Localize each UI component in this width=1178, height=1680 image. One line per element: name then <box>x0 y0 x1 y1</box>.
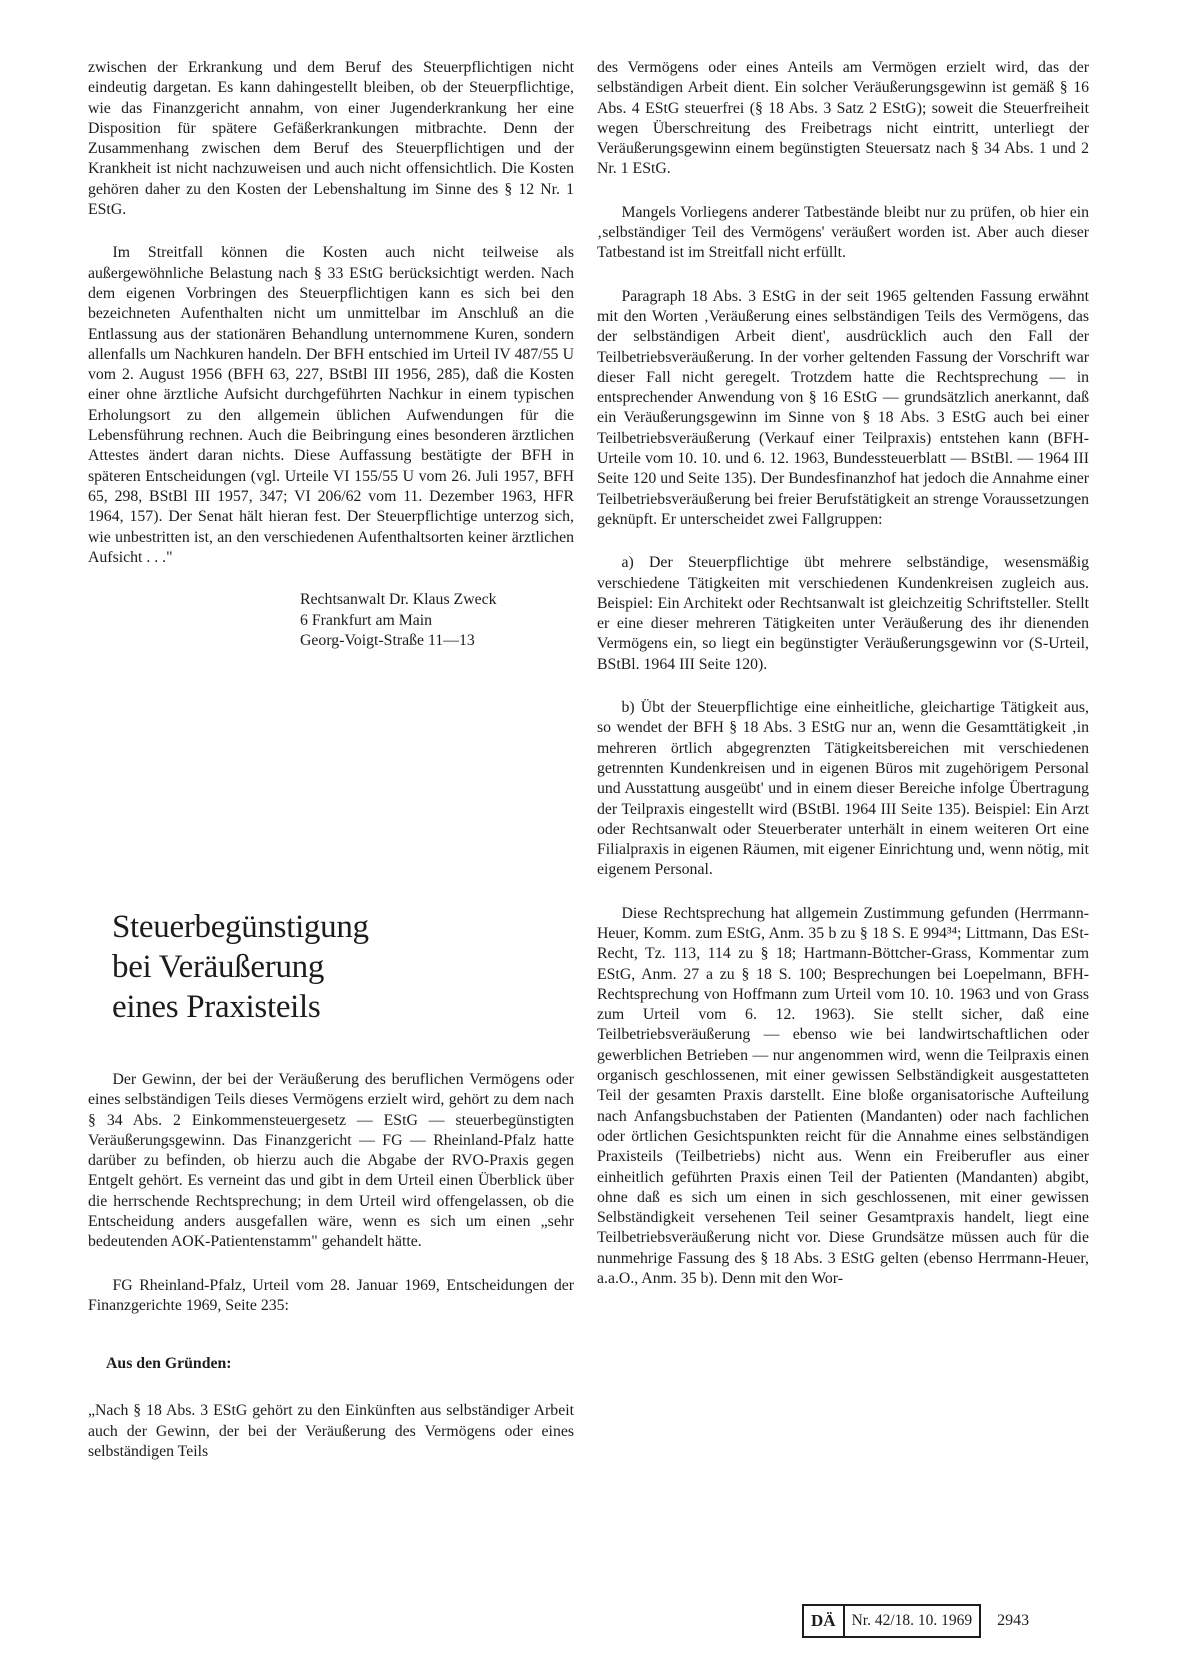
paragraph: b) Übt der Steuerpflichtige eine einheitliche, gleichartige Tätigkeit aus, so wendet der BFH § 18 Abs. 3 EStG nur an, wenn die Gesamttätigkeit ‚in mehreren örtlich abgegrenzten Tätigkeitsbereichen mit verschiedenen getrennten Kundenkreisen und in eigenen Büros mit zugehörigem Personal und Ausstattung ausgeübt' und in einem dieser Bereiche infolge Übertragung der Teilpraxis eingestellt wird (BStBl. 1964 III Seite 135). Beispiel: Ein Arzt oder Rechtsanwalt oder Steuerberater unterhält in einem weiteren Ort eine Filialpraxis in eigenen Räumen, mit eigener Einrichtung und, wenn nötig, mit eigenem Personal. <box>597 699 1089 879</box>
headline-line: Steuerbegünstigung <box>112 909 369 945</box>
issue-number: Nr. 42/18. 10. 1969 <box>851 1612 973 1629</box>
page-footer <box>802 1604 1029 1638</box>
paragraph: a) Der Steuerpflichtige übt mehrere selbständige, wesensmäßig verschiedene Tätigkeiten mit verschiedenen Kundenkreisen zugleich aus. Beispiel: Ein Architekt oder Rechtsanwalt ist gleichzeitig Schriftsteller. Stellt er eine dieser mehreren Tätigkeiten unter Veräußerung des ihr dienenden Vermögens ein, so liegt ein begünstigter Veräußerungsgewinn vor (S-Urteil, BStBl. 1964 III Seite 120). <box>597 554 1089 673</box>
headline-line: bei Veräußerung <box>112 949 325 985</box>
author-city: 6 Frankfurt am Main <box>300 611 433 629</box>
article-citation: FG Rheinland-Pfalz, Urteil vom 28. Januar 1969, Entscheidungen der Finanzgerichte 1969, Seite 235: <box>88 1276 574 1314</box>
left-column-top <box>88 58 574 652</box>
article-headline <box>112 907 572 1027</box>
paragraph: Im Streitfall können die Kosten auch nicht teilweise als außergewöhnliche Belastung nach § 33 EStG berücksichtigt werden. Nach dem eigenen Vorbringen des Steuerpflichtigen kann es sich bei den bezeichneten Aufenthalten nicht um unmittelbar im Anschluß an die Entlassung aus der stationären Behandlung unternommene Kuren, sondern allenfalls um Nachkuren handeln. Der BFH entschied im Urteil IV 487/55 U vom 2. August 1956 (BFH 63, 227, BStBl III 1956, 285), daß die Kosten einer ohne ärztliche Aufsicht durchgeführten Nachkur in einem typischen Erholungsort zu den allgemein üblichen Aufwendungen für die Lebensführung rechnen. Auch die Beibringung eines besonderen ärztlichen Attestes ändert daran nichts. Diese Auffassung bestätigte der BFH in späteren Entscheidungen (vgl. Urteile VI 155/55 U vom 26. Juli 1957, BFH 65, 298, BStBl III 1957, 347; VI 206/62 vom 11. Dezember 1963, HFR 1964, 157). Der Senat hält hieran fest. Der Steuerpflichtige unterzog sich, wie unbestritten ist, an den verschiedenen Aufenthaltsorten keiner ärztlichen Aufsicht . . ." <box>88 244 574 566</box>
journal-logo: DÄ <box>804 1606 845 1636</box>
author-name: Rechtsanwalt Dr. Klaus Zweck <box>300 591 497 609</box>
page-number: 2943 <box>997 1612 1030 1629</box>
paragraph: zwischen der Erkrankung und dem Beruf des Steuerpflichtigen nicht eindeutig dargetan. Es kann dahingestellt bleiben, ob der Steuerpflichtige, wie das Finanzgericht annahm, von einer Jugenderkrankung her eine Disposition für spätere Gefäßerkrankungen mitbrachte. Denn der Zusammenhang zwischen dem Beruf des Steuerpflichtigen und der Krankheit ist nicht nachzuweisen und auch nicht offensichtlich. Die Kosten gehören daher zu den Kosten der Lebenshaltung im Sinne des § 12 Nr. 1 EStG. <box>88 59 574 219</box>
headline-line: eines Praxisteils <box>112 989 321 1025</box>
quote-paragraph: „Nach § 18 Abs. 3 EStG gehört zu den Einkünften aus selbständiger Arbeit auch der Gewinn, der bei der Veräußerung des Vermögens oder eines selbständigen Teils <box>88 1402 574 1460</box>
paragraph: Paragraph 18 Abs. 3 EStG in der seit 1965 geltenden Fassung erwähnt mit den Worten ‚Veräußerung eines selbständigen Teils des Vermögens, das der selbständigen Arbeit dient', ausdrücklich auch den Fall der Teilbetriebsveräußerung. In der vorher geltenden Fassung der Vorschrift war dieser Fall nicht geregelt. Trotzdem hatte die Rechtsprechung — in entsprechender Anwendung von § 16 EStG — grundsätzlich anerkannt, daß ein Veräußerungsgewinn im Sinne von § 18 Abs. 3 EStG auch bei einer Teilbetriebsveräußerung (Verkauf einer Teilpraxis) entstehen kann (BFH-Urteile vom 10. 10. und 6. 12. 1963, Bundessteuerblatt — BStBl. — 1964 III Seite 120 und Seite 135). Der Bundesfinanzhof hat jedoch die Annahme einer Teilbetriebsveräußerung bei freier Berufstätigkeit an strenge Voraussetzungen geknüpft. Er unterscheidet zwei Fallgruppen: <box>597 287 1089 528</box>
article-intro: Der Gewinn, der bei der Veräußerung des beruflichen Vermögens oder eines selbständigen Teils dieses Vermögens erzielt wird, gehört zu dem nach § 34 Abs. 2 Einkommensteuergesetz — EStG — steuerbegünstigten Veräußerungsgewinn. Das Finanzgericht — FG — Rheinland-Pfalz hatte darüber zu befinden, ob hierzu auch die Abgabe der RVO-Praxis gegen Entgelt gehört. Es verneint das und gibt in dem Urteil einen Überblick über die herrschende Rechtsprechung; in dem Urteil wird offengelassen, ob die Entscheidung anders ausgefallen wäre, wenn es sich um einen „sehr bedeutenden AOK-Patientenstamm" gehandelt hätte. <box>88 1071 574 1251</box>
paragraph: des Vermögens oder eines Anteils am Vermögen erzielt wird, das der selbständigen Arbeit dient. Ein solcher Veräußerungsgewinn ist gemäß § 16 Abs. 4 EStG steuerfrei (§ 18 Abs. 3 Satz 2 EStG); soweit die Steuerfreiheit wegen Überschreitung des Freibetrags nicht eintritt, unterliegt der Veräußerungsgewinn einem begünstigten Steuersatz nach § 34 Abs. 1 und 2 Nr. 1 EStG. <box>597 59 1089 178</box>
right-column <box>597 58 1089 1289</box>
journal-box <box>802 1604 981 1638</box>
left-column-bottom <box>88 1070 574 1462</box>
paragraph: Diese Rechtsprechung hat allgemein Zustimmung gefunden (Herrmann-Heuer, Komm. zum EStG, Anm. 35 b zu § 18 S. E 994³⁴; Littmann, Das ESt-Recht, Tz. 113, 114 zu § 18; Hartmann-Böttcher-Grass, Kommentar zum EStG, Anm. 27 a zu § 18 S. 100; Besprechungen bei Loepelmann, BFH-Rechtsprechung von Hoffmann zum Urteil vom 10. 10. 1963 und von Grass zum Urteil vom 6. 12. 1963). Sie stellt sicher, daß eine Teilbetriebsveräußerung — ebenso wie bei landwirtschaftlichen oder gewerblichen Betrieben — nur angenommen wird, wenn die Teilpraxis einen organisch geschlossenen, mit einer gewissen Selbständigkeit ausgestatteten Teil der gesamten Praxis darstellt. Eine bloße organisatorische Aufteilung nach Anfangsbuchstaben der Patienten (Mandanten) oder nach fachlichen oder örtlichen Gesichtspunkten reicht für die Annahme eines selbständigen Praxisteils (Teilbetriebs) nicht aus. Wenn ein Freiberufler aus einer einheitlich geführten Praxis einen Teil der Patienten (Mandanten) abgibt, ohne daß es sich um einen in sich geschlossenen, mit einer gewissen Selbständigkeit versehenen Teil seiner Gesamtpraxis handelt, liegt eine Teilbetriebsveräußerung nicht vor. Diese Grundsätze müssen auch für die nunmehrige Fassung des § 18 Abs. 3 EStG gelten (ebenso Herrmann-Heuer, a.a.O., Anm. 35 b). Denn mit den Wor- <box>597 904 1089 1288</box>
author-street: Georg-Voigt-Straße 11—13 <box>300 632 475 650</box>
subheading: Aus den Gründen: <box>106 1355 232 1373</box>
author-signature <box>300 590 574 652</box>
paragraph: Mangels Vorliegens anderer Tatbestände bleibt nur zu prüfen, ob hier ein ‚selbständiger Teil des Vermögens' veräußert worden ist. Aber auch dieser Tatbestand ist im Streitfall nicht erfüllt. <box>597 203 1089 262</box>
